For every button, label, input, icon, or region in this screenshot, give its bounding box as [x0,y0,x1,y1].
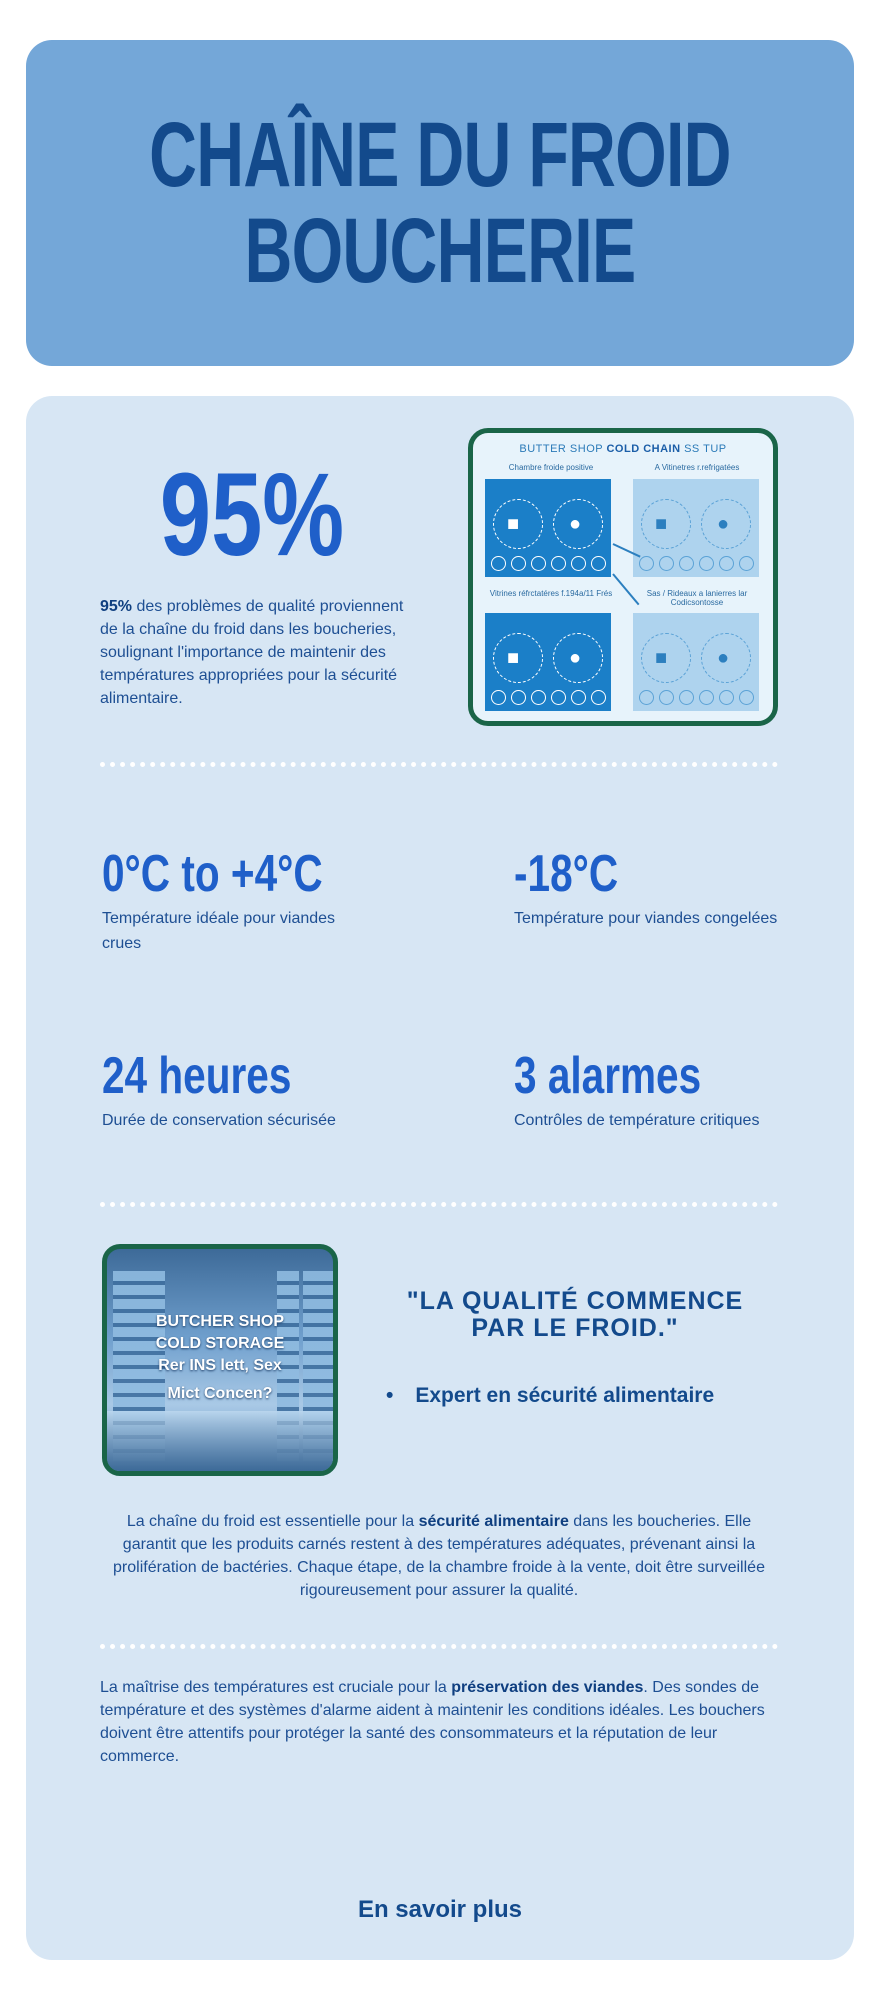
dotted-divider [100,762,778,767]
pig-icon: ■ [655,513,668,535]
diagram-label: Sas / Rideaux a lanierres lar Codicsontosse [646,589,748,607]
diagram-label: Chambre froide positive [508,463,594,472]
dotted-divider [100,1644,778,1649]
metric-label: Température idéale pour viandes crues [102,910,336,952]
learn-more-link[interactable]: En savoir plus [357,1896,523,1923]
diagram-title: BUTTER SHOP COLD CHAIN SS TUP [519,443,727,455]
sheep-icon: ● [717,513,730,535]
diagram-cell [485,479,611,577]
photo-caption: COLD STORAGE [155,1335,285,1352]
diagram-label: Vitrines réfrctatéres f.194a/11 Frés [489,589,613,598]
photo-caption: Mict Concen? [167,1385,273,1402]
sheep-icon: ● [717,647,730,669]
dotted-divider [100,1202,778,1207]
quote-author: • Expert en sécurité alimentaire [386,1384,714,1408]
metric-value: 0°C to +4°C [102,845,323,903]
cold-chain-diagram [468,428,778,726]
cow-icon: ■ [507,513,520,535]
page-title: CHAÎNE DU FROID BOUCHERIE [149,104,731,302]
metric-label: Température pour viandes congelées [514,910,778,927]
cow-icon: ■ [507,647,520,669]
meat-icon: ● [569,647,582,669]
paragraph: La maîtrise des températures est cruciale pour la préservation des viandes. Des sondes de température et des systèmes d'alarme aident à maintenir les conditions idéales. Les bouchers doivent être attentifs pour protéger la santé des consommateurs et la réputation de leur commerce. [100,1679,765,1765]
pig-icon: ■ [655,647,668,669]
photo-caption: Rer INS lett, Sex [158,1357,282,1374]
metric-value: 3 alarmes [514,1047,702,1105]
cold-storage-photo [102,1244,338,1476]
diagram-cell [633,479,759,577]
quote-text: "LA QUALITÉ COMMENCE PAR LE FROID." [406,1287,744,1342]
diagram-label: A Vitinetres r.refrigatées [654,463,740,472]
metric-value: -18°C [514,845,619,903]
metric-value: 24 heures [102,1047,292,1105]
diagram-cell [633,613,759,711]
header-banner [26,40,854,366]
metric-label: Durée de conservation sécurisée [102,1112,336,1129]
metric-label: Contrôles de température critiques [514,1112,760,1129]
stat-value: 95% [159,449,345,581]
meat-icon: ● [569,513,582,535]
stat-description: 95% des problèmes de qualité proviennent de la chaîne du froid dans les boucheries, soulignant l'importance de maintenir des températures appropriées pour la sécurité alimentaire. [100,598,404,707]
photo-caption: BUTCHER SHOP [155,1313,284,1330]
paragraph: La chaîne du froid est essentielle pour la sécurité alimentaire dans les boucheries. Elle garantit que les produits carnés restent à des températures adéquates, prévenant ainsi la prolifération de bactéries. Chaque étape, de la chambre froide à la vente, doit être surveillée rigoureusement pour assurer la qualité. [113,1513,765,1599]
diagram-cell [485,613,611,711]
